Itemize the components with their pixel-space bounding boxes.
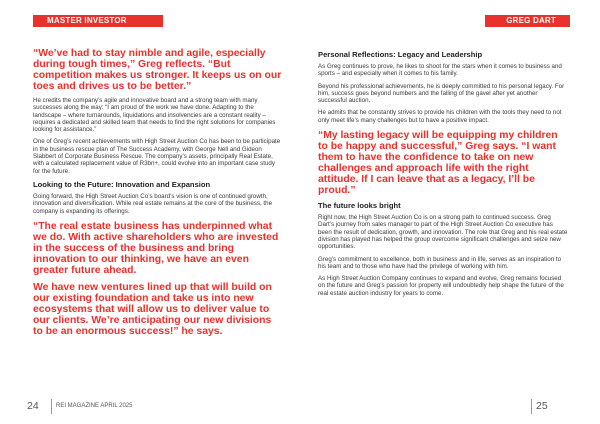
right-column bbox=[318, 49, 568, 302]
paragraph: He credits the company’s agile and innovative board and a strong team with many successes along the way: “I am proud of the work we have done. Adapting to the landscape – where turnarounds, liquidations and insolvencies are a constant reality – requires a dedicated and skilled team that needs to find the right solutions for companies looking for assistance.” bbox=[33, 97, 276, 134]
paragraph: Greg’s commitment to excellence, both in business and in life, serves as an inspiration to his team and to those who have had the privilege of working with him. bbox=[318, 255, 562, 270]
section-tab-left: MASTER INVESTOR bbox=[33, 15, 163, 27]
page-number-right: 25 bbox=[536, 400, 548, 412]
left-column bbox=[33, 48, 283, 342]
section-tab-right: GREG DART bbox=[485, 15, 570, 27]
page-number-left: 24 bbox=[27, 400, 39, 412]
pull-quote: We have new ventures lined up that will build on our existing foundation and take us into new ecosystems that will allow us to deliver value to our clients. We’re anticipating our new divisions to be an enormous success!” he says. bbox=[33, 281, 272, 337]
footer-divider-right bbox=[531, 399, 532, 414]
paragraph: He admits that he constantly strives to provide his children with the tools they need to not only meet life’s many challenges but to have a positive impact. bbox=[318, 109, 562, 124]
pull-quote: “The real estate business has underpinned what we do. With active shareholders who are invested in the success of the business and bring innovation to our thinking, we have an even greater future ahead. bbox=[33, 220, 279, 276]
paragraph: One of Greg’s recent achievements with High Street Auction Co has been to be participate in the business rescue plan of The Success Academy, with George Nell and Gideon Slabbert of Corporate Business Rescue. The company’s assets, principally Real Estate, with a calculated replacement value of R3bn+, could evolve into an important case study for the future. bbox=[33, 138, 281, 175]
paragraph: Beyond his professional achievements, he is deeply committed to his personal legacy. For him, success goes beyond numbers and the falling of the gavel after yet another successful auction. bbox=[318, 82, 565, 105]
section-heading: The future looks bright bbox=[318, 201, 401, 211]
section-heading: Looking to the Future: Innovation and Expansion bbox=[33, 179, 211, 189]
pull-quote: “My lasting legacy will be equipping my children to be happy and successful,” Greg says. “I want them to have the confidence to take on new challenges and approach life with the right attitude. If I can leave that as a legacy, I’ll be proud.” bbox=[318, 130, 558, 197]
paragraph: Going forward, the High Street Auction Co’s board’s vision is one of continued growth, innovation and diversification. While real estate remains at the core of the business, the company is expanding its offerings. bbox=[33, 192, 273, 215]
footer-divider-left bbox=[51, 399, 52, 414]
paragraph: As Greg continues to prove, he likes to shoot for the stars when it comes to business and sports – and especially when it comes to his family. bbox=[318, 63, 562, 78]
section-heading: Personal Reflections: Legacy and Leadership bbox=[318, 50, 483, 59]
paragraph: As High Street Auction Company continues to expand and evolve, Greg remains focused on the future and Greg’s passion for property will undoubtedly help shape the future of the real estate auction industry for years to come. bbox=[318, 275, 564, 297]
paragraph: Right now, the High Street Auction Co is on a strong path to continued success. Greg Dart’s journey from sales manager to part of the High Street Auction Co executive has been the result of dedication, growth, and innovation. The role that Greg and his real estate division has played has helped the group overcome significant challenges and seize new opportunities. bbox=[318, 214, 568, 251]
pull-quote: “We’ve had to stay nimble and agile, especially during tough times,” Greg reflects. “But competition makes us stronger. It keeps us on our toes and drives us to be better.” bbox=[33, 48, 282, 92]
footer-magazine-label: REI MAGAZINE APRIL 2025 bbox=[56, 403, 133, 409]
